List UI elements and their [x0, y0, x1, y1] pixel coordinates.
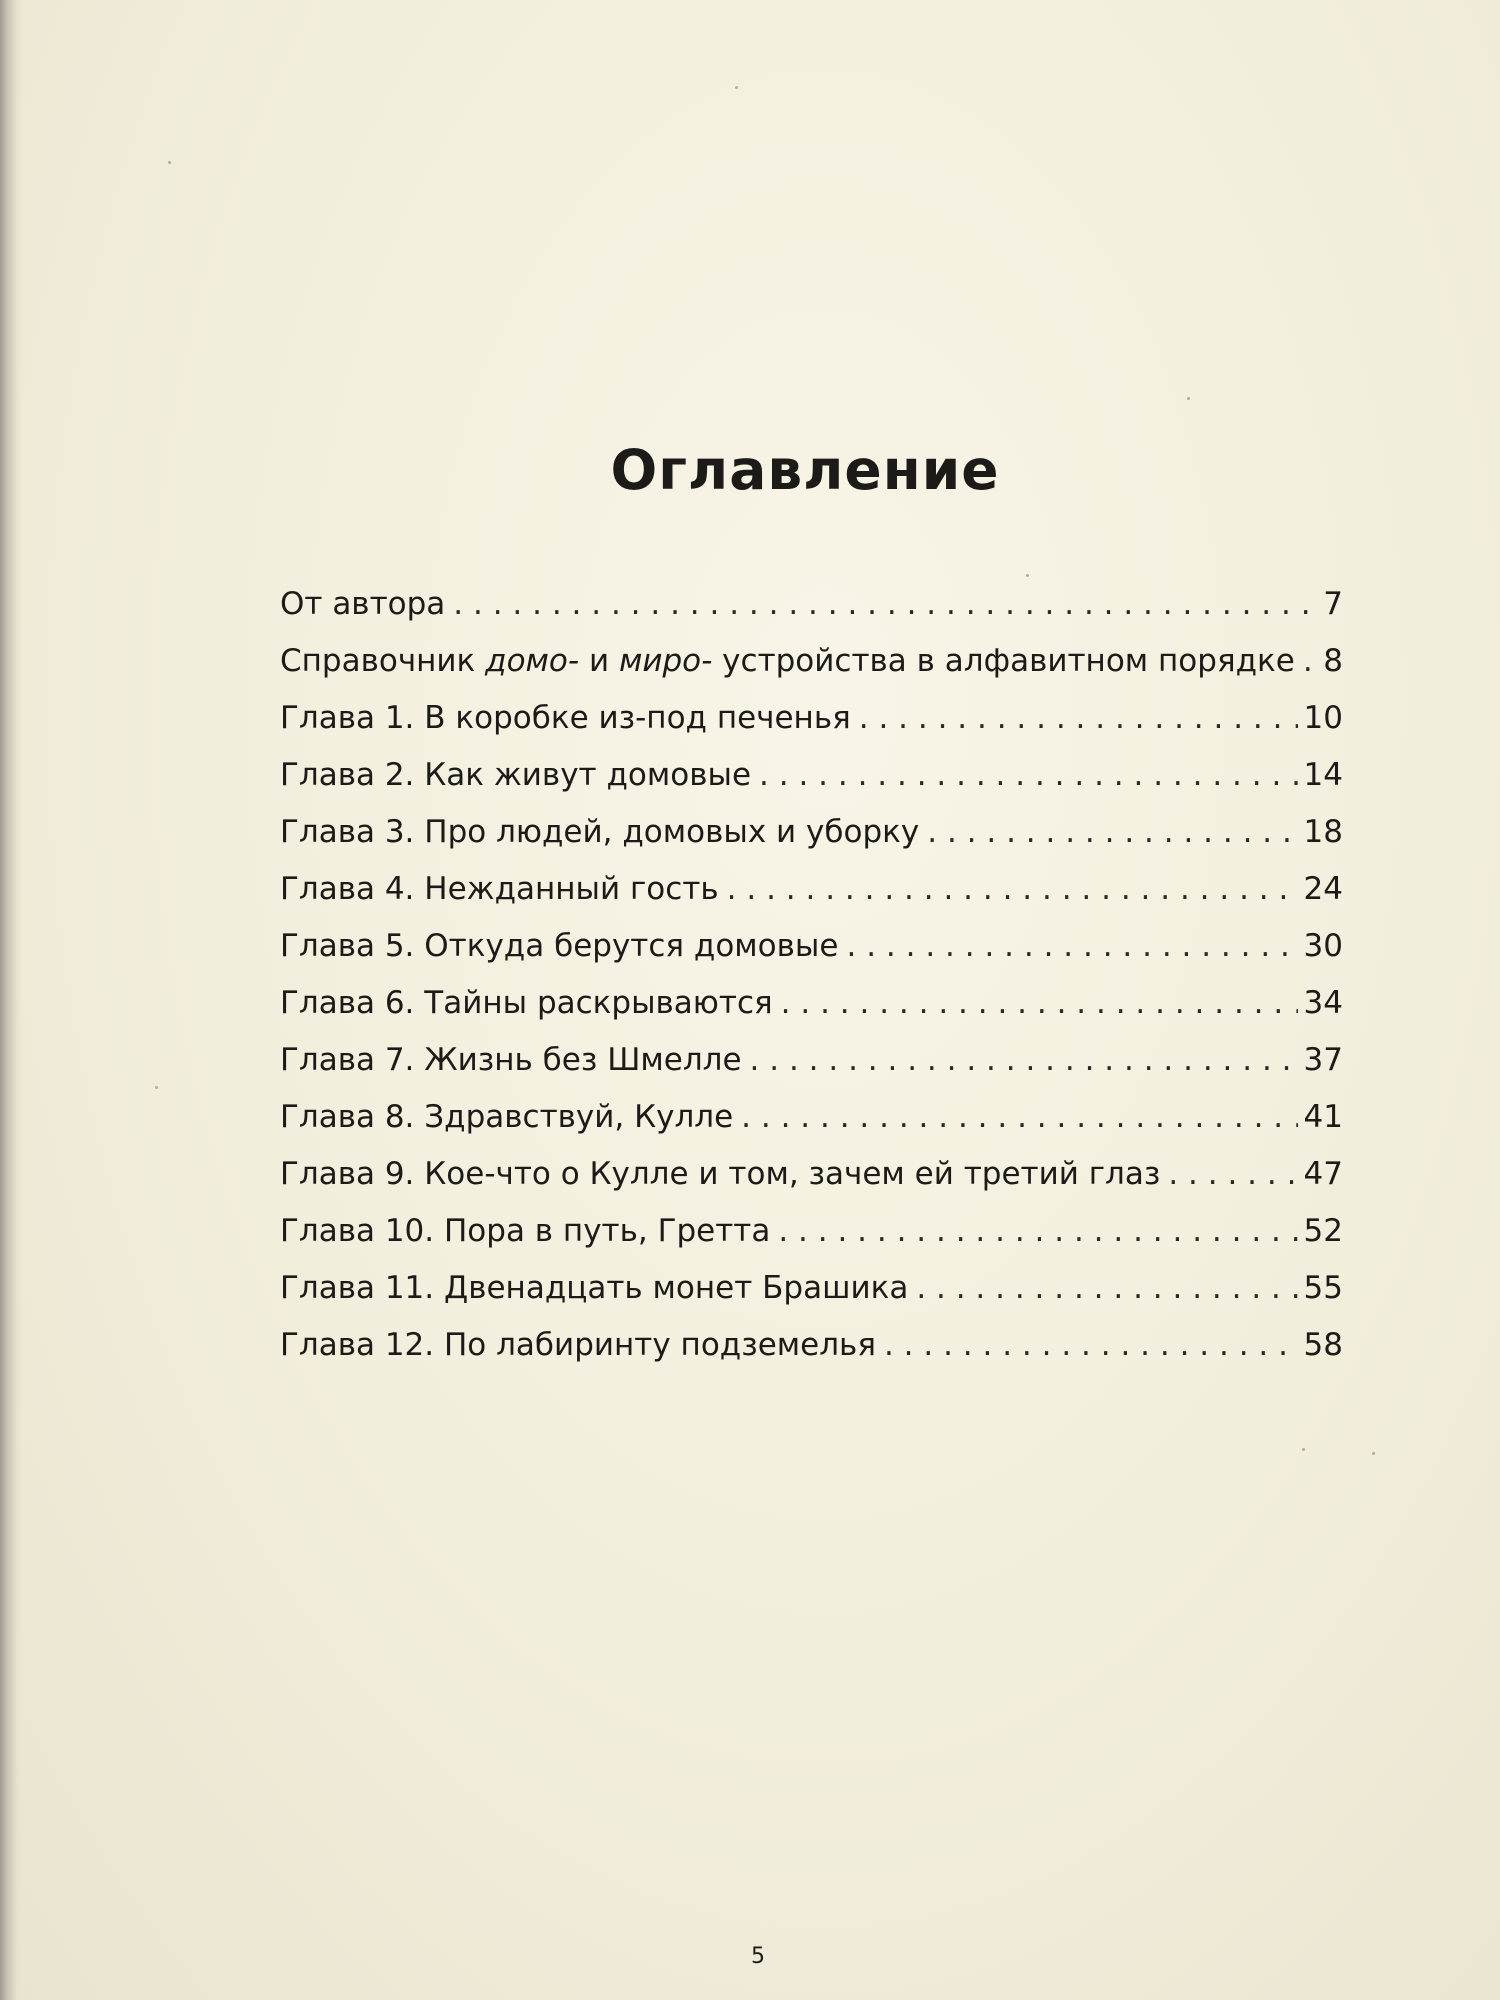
toc-entry[interactable] — [280, 814, 1343, 871]
page-title: Оглавление — [610, 438, 1000, 502]
dot-leader — [778, 1213, 1297, 1249]
toc-entry-page: 14 — [1303, 757, 1343, 793]
toc-entry-page: 8 — [1323, 643, 1343, 679]
toc-title-italic-part: домо- — [485, 643, 580, 679]
toc-entry[interactable] — [280, 928, 1343, 985]
toc-entry-title: От автора — [280, 586, 446, 622]
toc-entry-title: Глава 4. Нежданный гость — [280, 871, 719, 907]
toc-entry-page: 18 — [1303, 814, 1343, 850]
toc-entry[interactable] — [280, 1099, 1343, 1156]
paper-speck — [1302, 1448, 1305, 1451]
toc-entry-title: Глава 8. Здравствуй, Кулле — [280, 1099, 734, 1135]
toc-entry-title: Глава 7. Жизнь без Шмелле — [280, 1042, 742, 1078]
dot-leader — [846, 928, 1297, 964]
toc-title-part: и — [579, 643, 619, 679]
dot-leader — [781, 985, 1298, 1021]
toc-entry-page: 34 — [1303, 985, 1343, 1021]
toc-entry-page: 30 — [1303, 928, 1343, 964]
toc-title-part: Справочник — [280, 643, 486, 679]
dot-leader — [859, 700, 1298, 736]
toc-entry-title: Глава 6. Тайны раскрываются — [280, 985, 773, 1021]
toc-entry[interactable] — [280, 1327, 1343, 1384]
toc-entry-page: 41 — [1303, 1099, 1343, 1135]
toc-entry-title — [280, 643, 1295, 679]
toc-entry-page: 55 — [1303, 1270, 1343, 1306]
toc-entry-page: 47 — [1303, 1156, 1343, 1192]
toc-entry-title: Глава 2. Как живут домовые — [280, 757, 752, 793]
dot-leader — [453, 586, 1317, 622]
toc-entry[interactable] — [280, 1213, 1343, 1270]
paper-speck — [1026, 574, 1029, 577]
toc-entry[interactable] — [280, 757, 1343, 814]
toc-entry[interactable] — [280, 700, 1343, 757]
toc-entry-page: 24 — [1303, 871, 1343, 907]
paper-speck — [1187, 397, 1190, 400]
dot-leader — [759, 757, 1298, 793]
dot-leader — [741, 1099, 1297, 1135]
paper-speck — [155, 1086, 158, 1089]
table-of-contents — [280, 586, 1343, 1384]
toc-entry-page: 58 — [1303, 1327, 1343, 1363]
toc-entry[interactable] — [280, 1156, 1343, 1213]
dot-leader — [927, 814, 1297, 850]
dot-leader — [750, 1042, 1298, 1078]
toc-entry-title: Глава 5. Откуда берутся домовые — [280, 928, 839, 964]
toc-entry[interactable] — [280, 1270, 1343, 1327]
paper-speck — [1372, 1452, 1375, 1455]
toc-entry[interactable] — [280, 871, 1343, 928]
toc-entry[interactable] — [280, 1042, 1343, 1099]
toc-entry-title: Глава 1. В коробке из-под печенья — [280, 700, 851, 736]
dot-leader — [1168, 1156, 1297, 1192]
toc-entry-title: Глава 12. По лабиринту подземелья — [280, 1327, 876, 1363]
toc-entry-page: 7 — [1323, 586, 1343, 622]
dot-leader — [884, 1327, 1298, 1363]
toc-entry-page: 37 — [1303, 1042, 1343, 1078]
toc-entry-title: Глава 9. Кое-что о Кулле и том, зачем ей третий глаз — [280, 1156, 1161, 1192]
toc-title-italic-part: миро- — [618, 643, 713, 679]
toc-entry[interactable] — [280, 985, 1343, 1042]
spine-shadow — [0, 0, 22, 2000]
toc-entry-title: Глава 10. Пора в путь, Гретта — [280, 1213, 771, 1249]
toc-entry-page: 52 — [1303, 1213, 1343, 1249]
toc-entry-page: 10 — [1303, 700, 1343, 736]
toc-entry[interactable] — [280, 586, 1343, 643]
toc-entry-title: Глава 3. Про людей, домовых и уборку — [280, 814, 920, 850]
dot-leader — [916, 1270, 1297, 1306]
paper-speck — [735, 86, 738, 89]
page-number: 5 — [751, 1944, 765, 1969]
toc-entry-title: Глава 11. Двенадцать монет Брашика — [280, 1270, 909, 1306]
dot-leader — [1303, 643, 1317, 679]
toc-title-part: устройства в алфавитном порядке — [712, 643, 1295, 679]
toc-entry[interactable] — [280, 643, 1343, 700]
dot-leader — [727, 871, 1298, 907]
paper-speck — [168, 161, 171, 164]
